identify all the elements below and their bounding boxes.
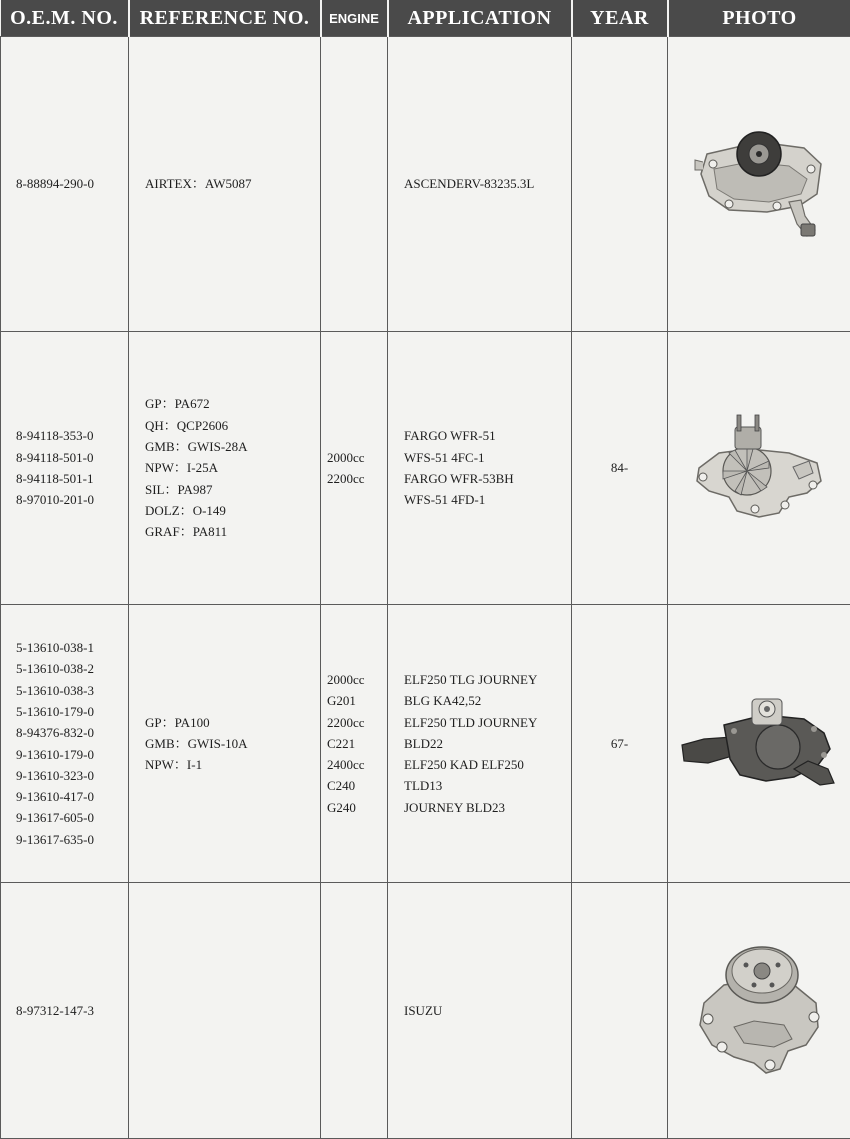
- oem-number: 5-13610-179-0: [16, 701, 128, 722]
- reference-entry: NPW：I-25A: [145, 457, 320, 478]
- oem-number: 9-13610-179-0: [16, 744, 128, 765]
- reference-brand: SIL: [145, 482, 165, 497]
- water-pump-photo: [689, 124, 829, 244]
- water-pump-photo: [674, 689, 844, 799]
- oem-number: 9-13610-417-0: [16, 786, 128, 807]
- reference-code: I-25A: [187, 460, 218, 475]
- reference-brand: NPW: [145, 757, 174, 772]
- reference-code: GWIS-10A: [188, 736, 248, 751]
- reference-entry: GMB：GWIS-28A: [145, 436, 320, 457]
- oem-number: 8-94118-353-0: [16, 425, 128, 446]
- header-reference-no: REFERENCE NO.: [129, 0, 321, 37]
- application-line: ASCENDERV-83235.3L: [404, 173, 571, 194]
- oem-number: 8-94118-501-0: [16, 447, 128, 468]
- application-cell: [388, 605, 572, 883]
- oem-cell: [1, 37, 129, 332]
- reference-code: GWIS-28A: [188, 439, 248, 454]
- application-line: ISUZU: [404, 1000, 571, 1021]
- engine-line: 2200cc: [327, 468, 387, 489]
- oem-number: 9-13610-323-0: [16, 765, 128, 786]
- application-line: TLD13: [404, 775, 571, 796]
- engine-line: 2400cc: [327, 754, 387, 775]
- reference-code: O-149: [193, 503, 226, 518]
- reference-cell: [129, 332, 321, 605]
- oem-number: 8-88894-290-0: [16, 173, 128, 194]
- oem-number: 5-13610-038-1: [16, 637, 128, 658]
- year-cell: [572, 37, 668, 332]
- engine-line: C240: [327, 775, 387, 796]
- header-oem-no: O.E.M. NO.: [1, 0, 129, 37]
- reference-entry: NPW：I-1: [145, 754, 320, 775]
- reference-entry: DOLZ：O-149: [145, 500, 320, 521]
- header-photo: PHOTO: [668, 0, 850, 37]
- reference-code: PA811: [193, 524, 227, 539]
- photo-cell: [668, 332, 850, 605]
- water-pump-photo: [689, 413, 829, 523]
- reference-code: PA672: [175, 396, 210, 411]
- engine-cell: [321, 332, 388, 605]
- year-cell: 67-: [572, 605, 668, 883]
- reference-entry: GP：PA100: [145, 712, 320, 733]
- table-row: [1, 605, 850, 883]
- oem-cell: [1, 332, 129, 605]
- reference-brand: AIRTEX: [145, 176, 192, 191]
- application-line: ELF250 KAD ELF250: [404, 754, 571, 775]
- oem-number: 8-94118-501-1: [16, 468, 128, 489]
- reference-entry: QH：QCP2606: [145, 415, 320, 436]
- application-cell: [388, 883, 572, 1139]
- reference-entry: AIRTEX：AW5087: [145, 173, 320, 194]
- photo-cell: [668, 605, 850, 883]
- reference-cell: [129, 605, 321, 883]
- reference-code: I-1: [187, 757, 202, 772]
- table-header-row: [1, 0, 850, 37]
- reference-entry: SIL：PA987: [145, 479, 320, 500]
- reference-brand: DOLZ: [145, 503, 180, 518]
- year-cell: 84-: [572, 332, 668, 605]
- engine-cell: [321, 37, 388, 332]
- application-cell: [388, 37, 572, 332]
- reference-cell: [129, 37, 321, 332]
- application-line: FARGO WFR-53BH: [404, 468, 571, 489]
- table-row: [1, 883, 850, 1139]
- application-line: ELF250 TLG JOURNEY: [404, 669, 571, 690]
- reference-cell: [129, 883, 321, 1139]
- engine-line: 2200cc: [327, 712, 387, 733]
- engine-line: G201: [327, 690, 387, 711]
- photo-cell: [668, 883, 850, 1139]
- engine-line: 2000cc: [327, 669, 387, 690]
- reference-code: PA987: [178, 482, 213, 497]
- reference-code: QCP2606: [177, 418, 228, 433]
- reference-entry: GMB：GWIS-10A: [145, 733, 320, 754]
- reference-brand: GRAF: [145, 524, 180, 539]
- application-line: WFS-51 4FC-1: [404, 447, 571, 468]
- reference-code: PA100: [175, 715, 210, 730]
- application-line: BLG KA42,52: [404, 690, 571, 711]
- oem-number: 8-97010-201-0: [16, 489, 128, 510]
- oem-cell: [1, 883, 129, 1139]
- reference-brand: NPW: [145, 460, 174, 475]
- oem-number: 9-13617-605-0: [16, 807, 128, 828]
- application-line: JOURNEY BLD23: [404, 797, 571, 818]
- table-row: [1, 37, 850, 332]
- water-pump-photo: [684, 941, 834, 1081]
- header-application: APPLICATION: [388, 0, 572, 37]
- oem-number: 8-97312-147-3: [16, 1000, 128, 1021]
- engine-cell: [321, 883, 388, 1139]
- oem-number: 5-13610-038-3: [16, 680, 128, 701]
- oem-cell: [1, 605, 129, 883]
- engine-line: 2000cc: [327, 447, 387, 468]
- reference-entry: GP：PA672: [145, 393, 320, 414]
- oem-number: 9-13617-635-0: [16, 829, 128, 850]
- reference-entry: GRAF：PA811: [145, 521, 320, 542]
- year-cell: [572, 883, 668, 1139]
- application-cell: [388, 332, 572, 605]
- engine-line: G240: [327, 797, 387, 818]
- application-line: ELF250 TLD JOURNEY: [404, 712, 571, 733]
- reference-brand: GMB: [145, 736, 175, 751]
- reference-brand: GMB: [145, 439, 175, 454]
- photo-cell: [668, 37, 850, 332]
- oem-number: 5-13610-038-2: [16, 658, 128, 679]
- application-line: FARGO WFR-51: [404, 425, 571, 446]
- header-year: YEAR: [572, 0, 668, 37]
- reference-brand: GP: [145, 396, 162, 411]
- application-line: BLD22: [404, 733, 571, 754]
- application-line: WFS-51 4FD-1: [404, 489, 571, 510]
- reference-brand: GP: [145, 715, 162, 730]
- reference-code: AW5087: [205, 176, 252, 191]
- table-row: [1, 332, 850, 605]
- engine-cell: [321, 605, 388, 883]
- reference-brand: QH: [145, 418, 164, 433]
- oem-number: 8-94376-832-0: [16, 722, 128, 743]
- header-engine: ENGINE: [321, 0, 388, 37]
- engine-line: C221: [327, 733, 387, 754]
